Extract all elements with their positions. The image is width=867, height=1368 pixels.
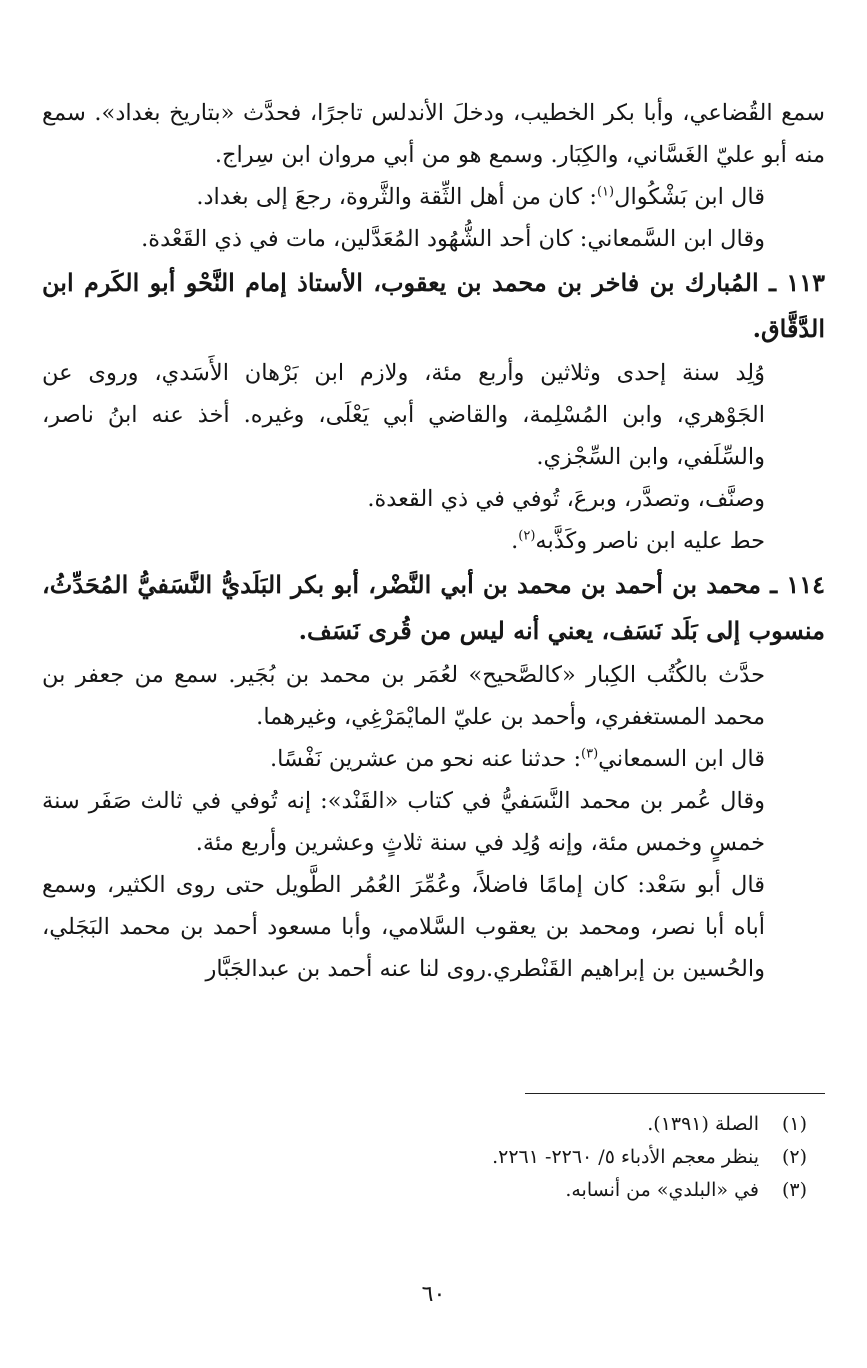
- footnote-3: [492, 1174, 807, 1207]
- footnote-1-text: الصلة (١٣٩١).: [647, 1113, 759, 1135]
- paragraph-12: قال أبو سَعْد: كان إمامًا فاضلاً، وعُمِّرَ العُمُر الطَّويل حتى روى الكثير، وسمع أباه أبا نصر، ومحمد بن يعقوب السَّلامي، وأبا مسعود أحمد بن محمد البَجَلي، والحُسين بن إبراهيم القَنْطري.روى لنا عنه أحمد بن عبدالجَبَّار: [42, 872, 765, 982]
- footnote-1: [492, 1108, 807, 1141]
- paragraph-7: [42, 520, 825, 562]
- paragraph-9: حدَّث بالكُتُب الكِبار «كالصَّحيح» لعُمَر بن محمد بن بُجَير. سمع من جعفر بن محمد المستغفري، وأحمد بن عليّ المايْمَرْغِي، وغيرهما.: [42, 662, 765, 730]
- footnote-ref-1: (١): [596, 184, 615, 200]
- footnotes: [492, 1108, 807, 1207]
- paragraph-11: وقال عُمر بن محمد النَّسَفيُّ في كتاب «القَنْد»: إنه تُوفي في ثالث صَفَر سنة خمسٍ وخمس مئة، وإنه وُلِد في سنة ثلاثٍ وعشرين وأربع مئة.: [42, 788, 765, 856]
- paragraph-10-text: قال ابن السمعاني: [598, 746, 765, 772]
- footnote-2: [492, 1141, 807, 1174]
- footnote-2-text: ينظر معجم الأدباء ٥/ ٢٢٦٠- ٢٢٦١.: [492, 1146, 759, 1168]
- footnote-ref-2: (٢): [518, 528, 536, 544]
- footnote-2-number: (٢): [781, 1146, 807, 1168]
- paragraph-3: وقال ابن السَّمعاني: كان أحد الشُّهُود المُعَدَّلين، مات في ذي القَعْدة.: [141, 226, 765, 252]
- paragraph-2-text: قال ابن بَشْكُوال: [614, 184, 765, 210]
- footnote-divider: [525, 1093, 825, 1094]
- entry-heading-113: ١١٣ ـ المُبارك بن فاخر بن محمد بن يعقوب، الأستاذ إمام النَّحْو أبو الكَرم ابن الدَّقَّاق.: [42, 268, 826, 343]
- paragraph-1: سمع القُضاعي، وأبا بكر الخطيب، ودخلَ الأندلس تاجرًا، فحدَّث «بتاريخ بغداد». سمع منه أبو عليّ الغَسَّاني، والكِبَار. وسمع هو من أبي مروان ابن سِراج.: [42, 100, 825, 168]
- paragraph-7-text: حط عليه ابن ناصر وكَذَّبه: [535, 528, 765, 554]
- paragraph-6: وصنَّف، وتصدَّر، وبرعَ، تُوفي في ذي القعدة.: [367, 486, 765, 512]
- paragraph-10-text-cont: : حدثنا عنه نحو من عشرين نَفْسًا.: [270, 746, 582, 772]
- page-number: ٦٠: [421, 1282, 446, 1307]
- paragraph-10: [42, 738, 825, 780]
- paragraph-2: [42, 176, 825, 218]
- footnote-3-number: (٣): [781, 1179, 807, 1201]
- footnote-3-text: في «البلدي» من أنسابه.: [565, 1179, 759, 1201]
- paragraph-5: وُلِد سنة إحدى وثلاثين وأربع مئة، ولازم ابن بَرْهان الأَسَدي، وروى عن الجَوْهري، وابن المُسْلِمة، والقاضي أبي يَعْلَى، وغيره. أخذ عنه ابنُ ناصر، والسِّلَفي، وابن السِّجْزي.: [42, 360, 765, 470]
- footnote-ref-3: (٣): [581, 746, 599, 762]
- footnote-1-number: (١): [781, 1113, 807, 1135]
- entry-heading-114: ١١٤ ـ محمد بن أحمد بن محمد بن أبي النَّضْر، أبو بكر البَلَديُّ النَّسَفيُّ المُحَدِّثُ، منسوب إلى بَلَد نَسَف، يعني أنه ليس من قُرى نَسَف.: [42, 570, 825, 645]
- paragraph-7-text-cont: .: [511, 528, 519, 554]
- paragraph-2-text-cont: : كان من أهل الثِّقة والثَّروة، رجعَ إلى بغداد.: [196, 184, 597, 210]
